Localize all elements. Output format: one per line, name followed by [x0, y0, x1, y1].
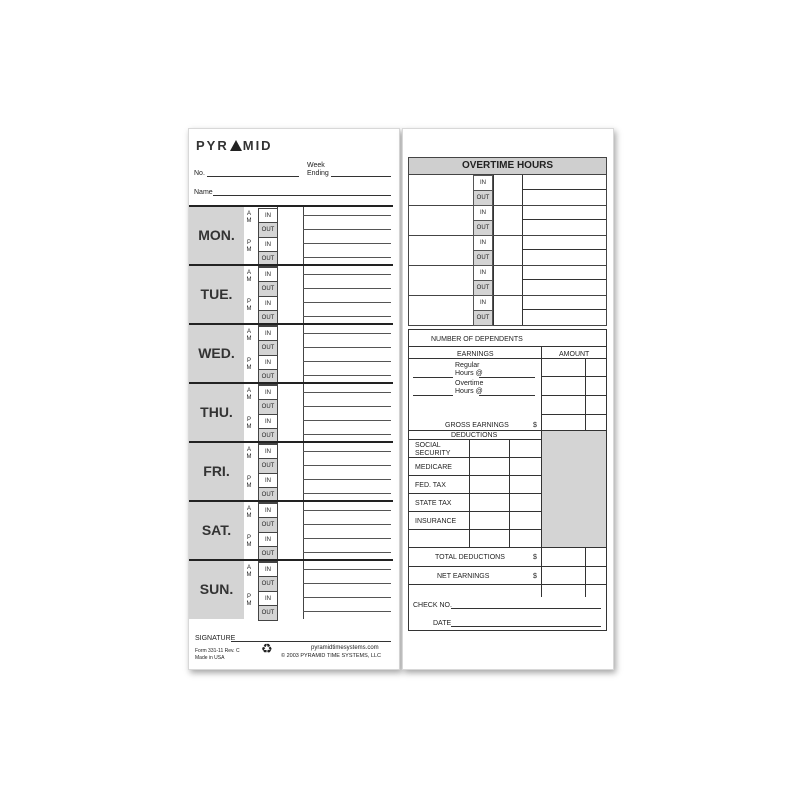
overtime-out-box[interactable]: OUT: [473, 280, 493, 296]
day-row: [189, 559, 393, 620]
pm-in-box[interactable]: IN: [258, 355, 278, 371]
total-deductions-dollar: $: [533, 554, 537, 561]
hours-line[interactable]: [303, 569, 391, 570]
am-out-box[interactable]: OUT: [258, 222, 278, 238]
net-earnings-dollar: $: [533, 573, 537, 580]
pm-label: P M: [246, 535, 252, 548]
overtime-out-box[interactable]: OUT: [473, 220, 493, 236]
earnings-box: [408, 329, 607, 631]
earnings-label: EARNINGS: [457, 351, 494, 358]
pm-label: P M: [246, 594, 252, 607]
day-row: [189, 205, 393, 266]
overtime-row: [409, 235, 606, 266]
insurance-label: INSURANCE: [415, 518, 457, 525]
hours-line[interactable]: [303, 465, 391, 466]
week-label: Week: [307, 162, 325, 169]
am-label: A M: [246, 329, 252, 342]
am-out-box[interactable]: OUT: [258, 458, 278, 474]
ending-label: Ending: [307, 170, 329, 177]
hours-line[interactable]: [303, 229, 391, 230]
pyramid-logo: PYR MID: [196, 138, 273, 153]
overtime-row: [409, 295, 606, 325]
check-no-field[interactable]: [451, 608, 601, 609]
hours-line[interactable]: [303, 611, 391, 612]
hours-line[interactable]: [303, 316, 391, 317]
signature-label: SIGNATURE: [195, 635, 236, 642]
pm-out-box[interactable]: OUT: [258, 487, 278, 503]
hours-line[interactable]: [303, 392, 391, 393]
overtime-in-box[interactable]: IN: [473, 265, 493, 281]
day-row: [189, 323, 393, 384]
hours-line[interactable]: [303, 274, 391, 275]
day-name: MON.: [198, 227, 235, 243]
medicare-label: MEDICARE: [415, 464, 452, 471]
regular-label: Regular: [455, 362, 480, 369]
overtime-hours-field[interactable]: [413, 395, 453, 396]
overtime-in-box[interactable]: IN: [473, 235, 493, 251]
hours-line[interactable]: [303, 479, 391, 480]
pm-label: P M: [246, 358, 252, 371]
am-in-box[interactable]: IN: [258, 562, 278, 578]
day-name: THU.: [200, 404, 233, 420]
regular-hours-field[interactable]: [413, 377, 453, 378]
overtime-in-box[interactable]: IN: [473, 295, 493, 311]
am-label: A M: [246, 506, 252, 519]
overtime-in-box[interactable]: IN: [473, 175, 493, 191]
total-deductions-label: TOTAL DEDUCTIONS: [435, 554, 505, 561]
overtime-table: [408, 174, 607, 326]
regular-hours-label: Hours @: [455, 370, 483, 377]
net-earnings-label: NET EARNINGS: [437, 573, 490, 580]
am-in-box[interactable]: IN: [258, 267, 278, 283]
am-in-box[interactable]: IN: [258, 208, 278, 224]
regular-rate-field[interactable]: [479, 377, 535, 378]
am-out-box[interactable]: OUT: [258, 576, 278, 592]
copyright: © 2003 PYRAMID TIME SYSTEMS, LLC: [281, 653, 381, 659]
pm-out-box[interactable]: OUT: [258, 605, 278, 621]
day-row: [189, 500, 393, 561]
hours-line[interactable]: [303, 347, 391, 348]
overtime-out-box[interactable]: OUT: [473, 190, 493, 206]
hours-line[interactable]: [303, 302, 391, 303]
overtime-row: [409, 175, 606, 206]
am-out-box[interactable]: OUT: [258, 517, 278, 533]
am-label: A M: [246, 447, 252, 460]
am-label: A M: [246, 388, 252, 401]
no-label: No.: [194, 170, 205, 177]
hours-line[interactable]: [303, 243, 391, 244]
amount-label: AMOUNT: [559, 351, 590, 358]
pm-label: P M: [246, 240, 252, 253]
pm-in-box[interactable]: IN: [258, 414, 278, 430]
gross-earnings-label: GROSS EARNINGS: [445, 422, 509, 429]
hours-line[interactable]: [303, 361, 391, 362]
day-name: WED.: [198, 345, 235, 361]
day-name: SAT.: [201, 522, 232, 538]
security-label: SECURITY: [415, 450, 451, 457]
pm-in-box[interactable]: IN: [258, 473, 278, 489]
hours-line[interactable]: [303, 257, 391, 258]
overtime-out-box[interactable]: OUT: [473, 310, 493, 326]
hours-line[interactable]: [303, 288, 391, 289]
overtime-hours-title: OVERTIME HOURS: [408, 157, 607, 175]
week-ending-field[interactable]: [331, 176, 391, 177]
hours-line[interactable]: [303, 420, 391, 421]
hours-line[interactable]: [303, 552, 391, 553]
fed-tax-label: FED. TAX: [415, 482, 446, 489]
pm-in-box[interactable]: IN: [258, 591, 278, 607]
overtime-hours-line[interactable]: [522, 219, 606, 220]
am-out-box[interactable]: OUT: [258, 340, 278, 356]
gray-amount-area: [542, 431, 606, 547]
overtime-hours-label: Hours @: [455, 388, 483, 395]
state-tax-label: STATE TAX: [415, 500, 452, 507]
am-in-box[interactable]: IN: [258, 503, 278, 519]
pyramid-logo-icon: [230, 140, 242, 151]
am-label: A M: [246, 270, 252, 283]
overtime-row: [409, 265, 606, 296]
overtime-in-box[interactable]: IN: [473, 205, 493, 221]
day-name: TUE.: [200, 286, 233, 302]
hours-line[interactable]: [303, 510, 391, 511]
hours-line[interactable]: [303, 524, 391, 525]
hours-line[interactable]: [303, 375, 391, 376]
overtime-hours-line[interactable]: [522, 189, 606, 190]
check-no-label: CHECK NO.: [413, 602, 452, 609]
hours-line[interactable]: [303, 493, 391, 494]
am-in-box[interactable]: IN: [258, 326, 278, 342]
deductions-label: DEDUCTIONS: [451, 432, 498, 439]
day-row: [189, 264, 393, 325]
day-name: SUN.: [199, 581, 234, 597]
form-number: Form 331-11 Rev. C: [195, 648, 240, 654]
no-field[interactable]: [207, 176, 299, 177]
am-out-box[interactable]: OUT: [258, 281, 278, 297]
day-name: FRI.: [203, 463, 230, 479]
pm-label: P M: [246, 476, 252, 489]
overtime-label: Overtime: [455, 380, 484, 387]
website: pyramidtimesystems.com: [311, 645, 379, 651]
am-label: A M: [246, 565, 252, 578]
am-in-box[interactable]: IN: [258, 444, 278, 460]
pm-out-box[interactable]: OUT: [258, 546, 278, 562]
hours-line[interactable]: [303, 215, 391, 216]
pm-in-box[interactable]: IN: [258, 296, 278, 312]
overtime-row: [409, 205, 606, 236]
day-row: [189, 441, 393, 502]
overtime-rate-field[interactable]: [479, 395, 535, 396]
overtime-out-box[interactable]: OUT: [473, 250, 493, 266]
time-card-front: [188, 128, 400, 670]
pm-label: P M: [246, 417, 252, 430]
hours-line[interactable]: [303, 451, 391, 452]
signature-field[interactable]: [231, 641, 391, 642]
am-label: A M: [246, 211, 252, 224]
hours-line[interactable]: [303, 597, 391, 598]
dependents-label: NUMBER OF DEPENDENTS: [431, 336, 523, 343]
name-field[interactable]: [213, 195, 391, 196]
social-label: SOCIAL: [415, 442, 441, 449]
pm-out-box[interactable]: OUT: [258, 369, 278, 385]
am-out-box[interactable]: OUT: [258, 399, 278, 415]
recycle-icon: ♻: [261, 641, 273, 656]
overtime-hours-line[interactable]: [522, 279, 606, 280]
hours-line[interactable]: [303, 583, 391, 584]
pm-out-box[interactable]: OUT: [258, 310, 278, 326]
day-row: [189, 382, 393, 443]
made-in-usa: Made in USA: [195, 655, 225, 661]
date-label: DATE: [433, 620, 452, 627]
overtime-hours-line[interactable]: [522, 309, 606, 310]
overtime-hours-line[interactable]: [522, 249, 606, 250]
time-card-back: [402, 128, 614, 670]
pm-in-box[interactable]: IN: [258, 237, 278, 253]
hours-line[interactable]: [303, 406, 391, 407]
pm-in-box[interactable]: IN: [258, 532, 278, 548]
pm-out-box[interactable]: OUT: [258, 428, 278, 444]
pm-label: P M: [246, 299, 252, 312]
date-field[interactable]: [451, 626, 601, 627]
name-label: Name: [194, 189, 213, 196]
hours-line[interactable]: [303, 434, 391, 435]
hours-line[interactable]: [303, 538, 391, 539]
gross-dollar: $: [533, 422, 537, 429]
pm-out-box[interactable]: OUT: [258, 251, 278, 267]
hours-line[interactable]: [303, 333, 391, 334]
am-in-box[interactable]: IN: [258, 385, 278, 401]
